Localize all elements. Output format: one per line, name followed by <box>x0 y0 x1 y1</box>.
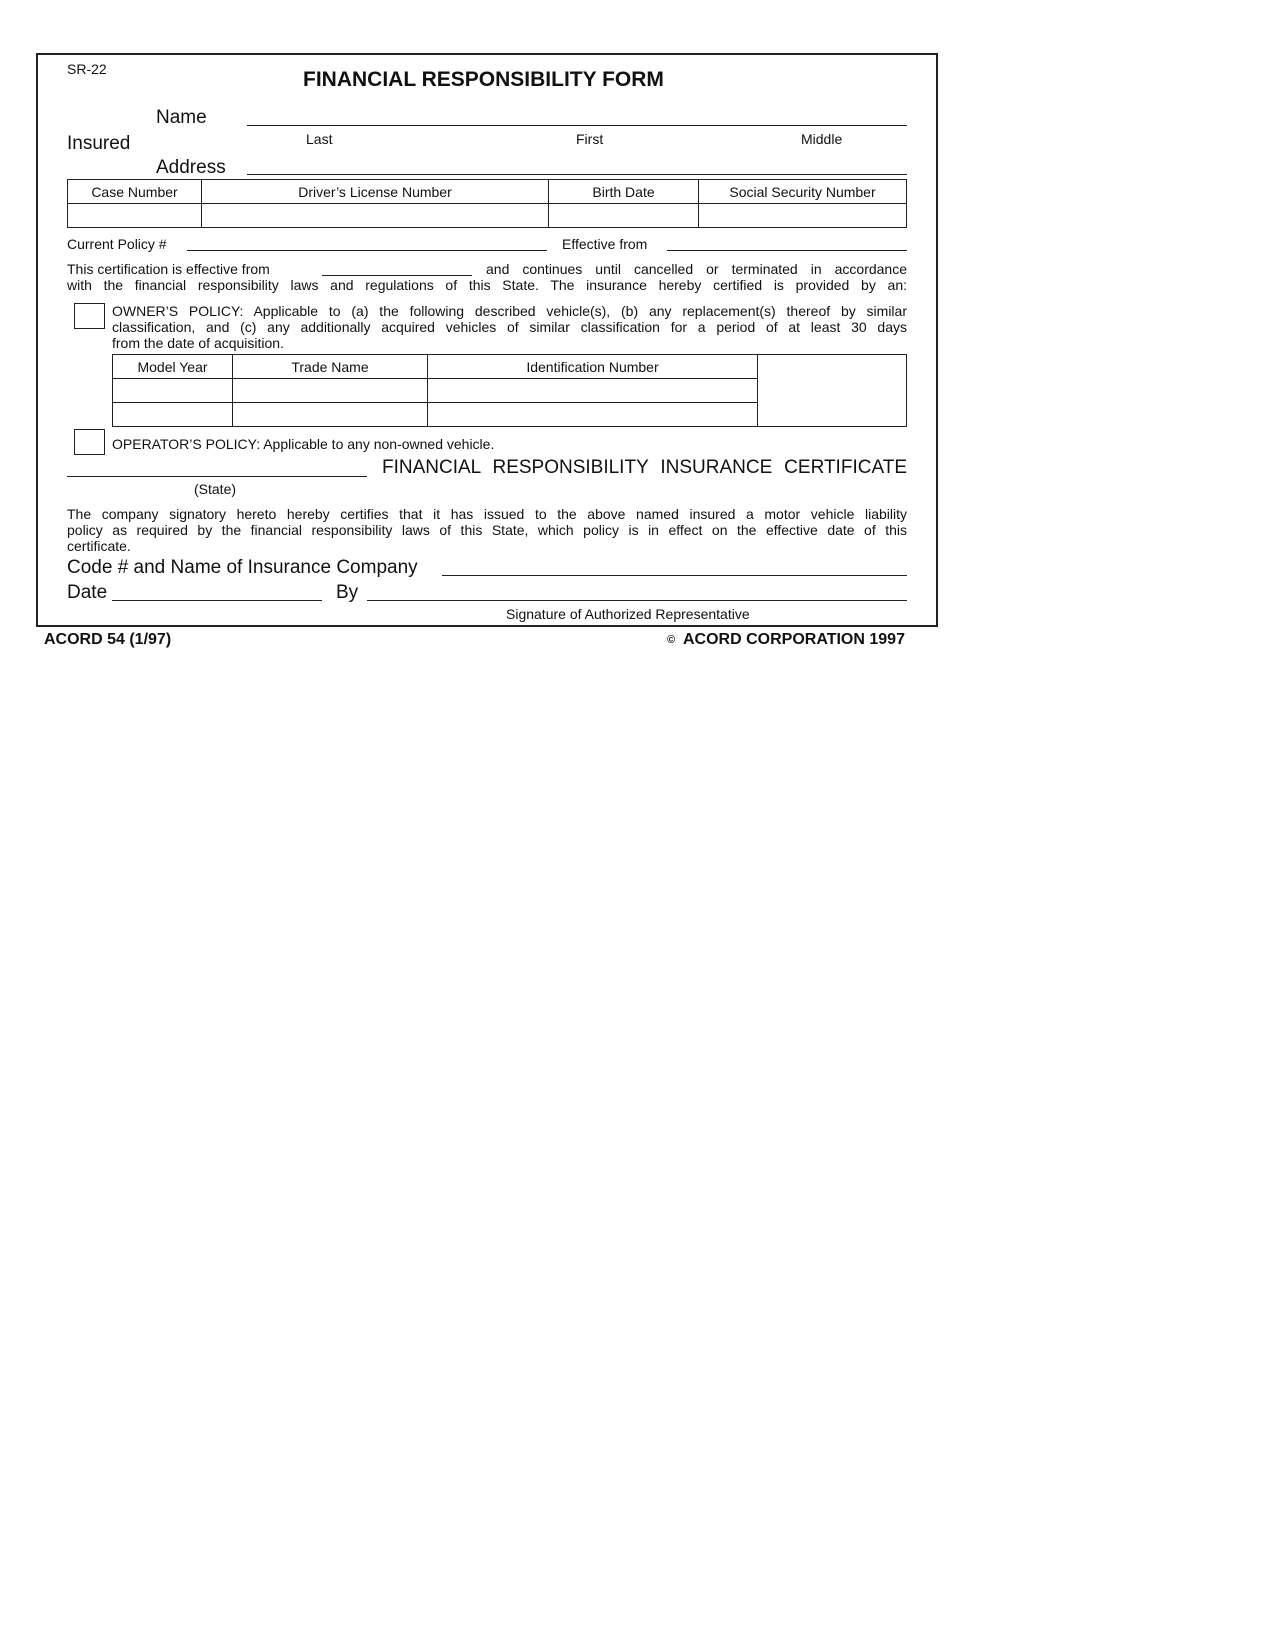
trade-name-field[interactable] <box>233 379 428 403</box>
name-field[interactable] <box>247 125 907 126</box>
owners-policy-line2: classification, and (c) any additionally acquired vehicles of similar classification for a period of at least 30 days <box>112 319 907 335</box>
certificate-text-line2: policy as required by the financial responsibility laws of this State, which policy is in effect on the effective date of this <box>67 522 907 538</box>
current-policy-label: Current Policy # <box>67 236 167 252</box>
owners-policy-line3: from the date of acquisition. <box>112 335 284 351</box>
footer-copyright: ACORD CORPORATION 1997 <box>683 631 905 648</box>
copyright-icon: © <box>667 634 676 646</box>
birth-date-field[interactable] <box>549 204 699 228</box>
model-year-header: Model Year <box>113 355 233 379</box>
vehicle-table-header-row <box>113 355 907 379</box>
by-label: By <box>336 582 359 603</box>
last-name-label: Last <box>306 131 333 147</box>
address-field[interactable] <box>247 174 907 175</box>
effective-from-label: Effective from <box>562 236 648 252</box>
id-table <box>67 179 907 228</box>
current-policy-field[interactable] <box>187 250 547 251</box>
date-label: Date <box>67 582 108 603</box>
identification-number-header: Identification Number <box>428 355 758 379</box>
certification-effective-date-field[interactable] <box>322 275 472 276</box>
middle-name-label: Middle <box>801 131 843 147</box>
model-year-field[interactable] <box>113 403 233 427</box>
certification-text-part1: This certification is effective from <box>67 261 270 277</box>
case-number-header: Case Number <box>68 180 202 204</box>
owners-policy-checkbox[interactable] <box>74 303 105 329</box>
address-label: Address <box>156 157 226 178</box>
operators-policy-checkbox[interactable] <box>74 429 105 455</box>
ssn-header: Social Security Number <box>699 180 907 204</box>
insurance-company-field[interactable] <box>442 575 907 576</box>
first-name-label: First <box>576 131 604 147</box>
owners-policy-line1: OWNER’S POLICY: Applicable to (a) the following described vehicle(s), (b) any replacement(s) thereof by similar <box>112 303 907 319</box>
id-table-row <box>68 204 907 228</box>
form-code: SR-22 <box>67 61 107 77</box>
trade-name-field[interactable] <box>233 403 428 427</box>
insurance-company-label: Code # and Name of Insurance Company <box>67 557 418 578</box>
certificate-heading: FINANCIAL RESPONSIBILITY INSURANCE CERTIFICATE <box>382 457 907 478</box>
footer-form-number: ACORD 54 (1/97) <box>44 631 172 648</box>
operators-policy-text: OPERATOR’S POLICY: Applicable to any non-owned vehicle. <box>112 436 495 452</box>
certification-text-part2: and continues until cancelled or terminated in accordance <box>486 261 907 277</box>
certification-text-line2: with the financial responsibility laws and regulations of this State. The insurance hereby certified is provided by an: <box>67 277 907 293</box>
certificate-text-line3: certificate. <box>67 538 131 554</box>
date-field[interactable] <box>112 600 322 601</box>
drivers-license-field[interactable] <box>202 204 549 228</box>
case-number-field[interactable] <box>68 204 202 228</box>
state-label: (State) <box>194 481 237 497</box>
signature-label: Signature of Authorized Representative <box>506 606 750 622</box>
state-field[interactable] <box>67 476 367 477</box>
drivers-license-header: Driver’s License Number <box>202 180 549 204</box>
vehicle-table <box>112 354 907 427</box>
model-year-field[interactable] <box>113 379 233 403</box>
identification-number-field[interactable] <box>428 403 758 427</box>
form-title: FINANCIAL RESPONSIBILITY FORM <box>303 68 664 91</box>
vehicle-table-side-box[interactable] <box>758 355 907 427</box>
ssn-field[interactable] <box>699 204 907 228</box>
identification-number-field[interactable] <box>428 379 758 403</box>
id-table-header-row <box>68 180 907 204</box>
name-label: Name <box>156 107 207 128</box>
signature-field[interactable] <box>367 600 907 601</box>
certificate-text-line1: The company signatory hereto hereby certifies that it has issued to the above named insured a motor vehicle liability <box>67 506 907 522</box>
birth-date-header: Birth Date <box>549 180 699 204</box>
insured-label: Insured <box>67 133 131 154</box>
effective-from-field[interactable] <box>667 250 907 251</box>
trade-name-header: Trade Name <box>233 355 428 379</box>
